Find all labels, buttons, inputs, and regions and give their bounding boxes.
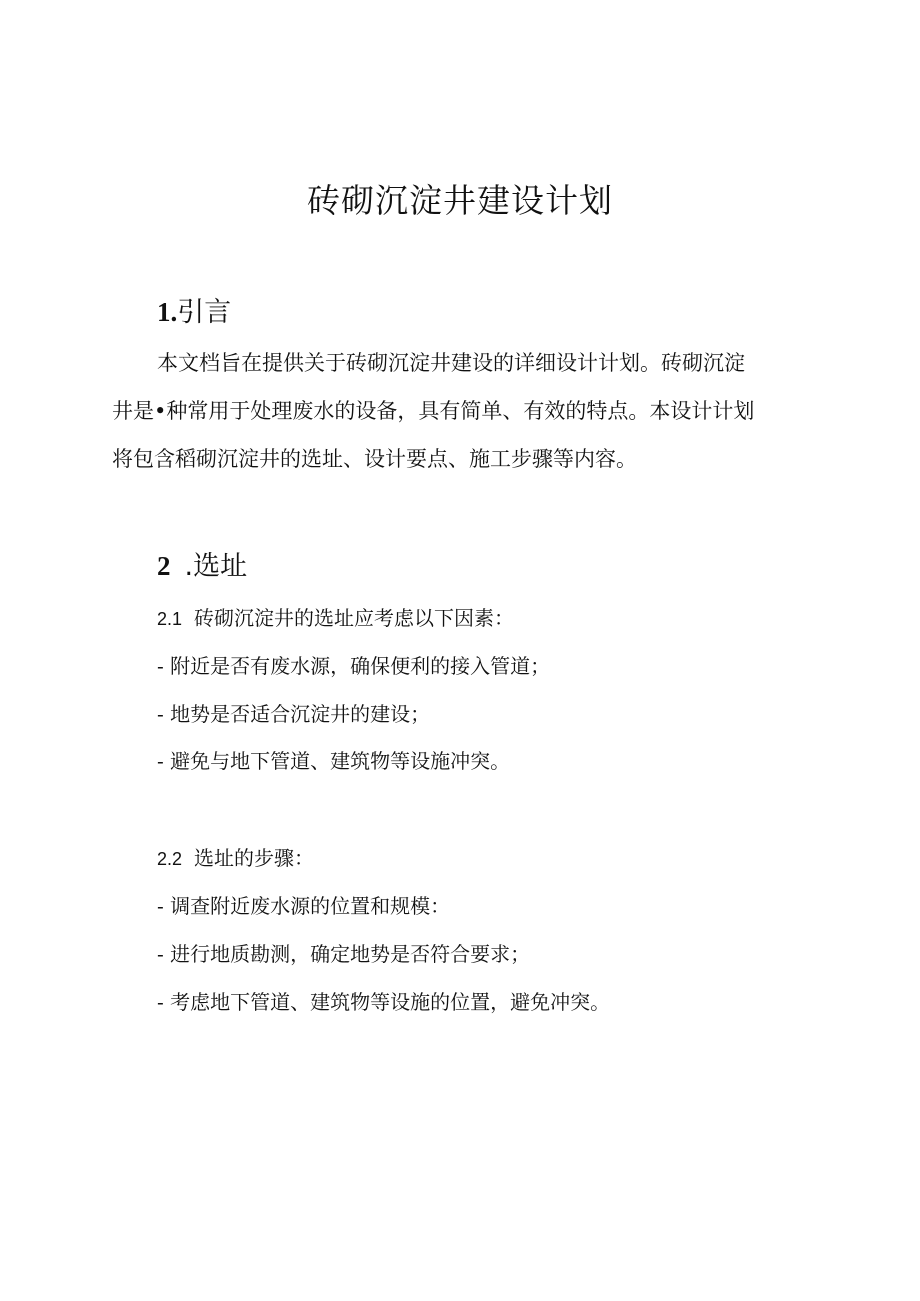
section-1-line-1: 本文档旨在提供关于砖砌沉淀井建设的详细设计计划。砖砌沉淀: [157, 351, 745, 375]
list-item: - 地势是否适合沉淀井的建设；: [157, 702, 431, 726]
section-1-number: 1.: [157, 297, 178, 327]
section-1-line-3: 将包含稻砌沉淀井的选址、设计要点、施工步骤等内容。: [112, 447, 637, 471]
subsection-2-1-number: 2.1: [157, 609, 183, 629]
list-item: - 避免与地下管道、建筑物等设施冲突。: [157, 749, 511, 773]
subsection-2-2: [157, 843, 314, 874]
subsection-2-2-text: 选址的步骤：: [194, 846, 315, 870]
list-item: - 进行地质勘测，确定地势是否符合要求；: [157, 942, 531, 966]
section-2-number: 2: [157, 551, 171, 581]
section-1-heading: [157, 292, 231, 333]
document-title: 砖砌沉淀井建设计划: [307, 181, 613, 220]
list-item: - 调查附近废水源的位置和规模：: [157, 894, 451, 918]
subsection-2-1: [157, 603, 514, 634]
section-2-heading: [157, 546, 247, 587]
list-item: - 附近是否有废水源，确保便利的接入管道；: [157, 654, 551, 678]
section-2-title: .选址: [184, 551, 248, 582]
subsection-2-2-number: 2.2: [157, 849, 183, 869]
list-item: - 考虑地下管道、建筑物等设施的位置，避免冲突。: [157, 990, 611, 1014]
section-1-line-2: 井是•种常用于处理废水的设备，具有简单、有效的特点。本设计计划: [112, 399, 755, 423]
subsection-2-1-text: 砖砌沉淀井的选址应考虑以下因素：: [194, 606, 515, 630]
section-1-title: 引言: [177, 297, 232, 328]
